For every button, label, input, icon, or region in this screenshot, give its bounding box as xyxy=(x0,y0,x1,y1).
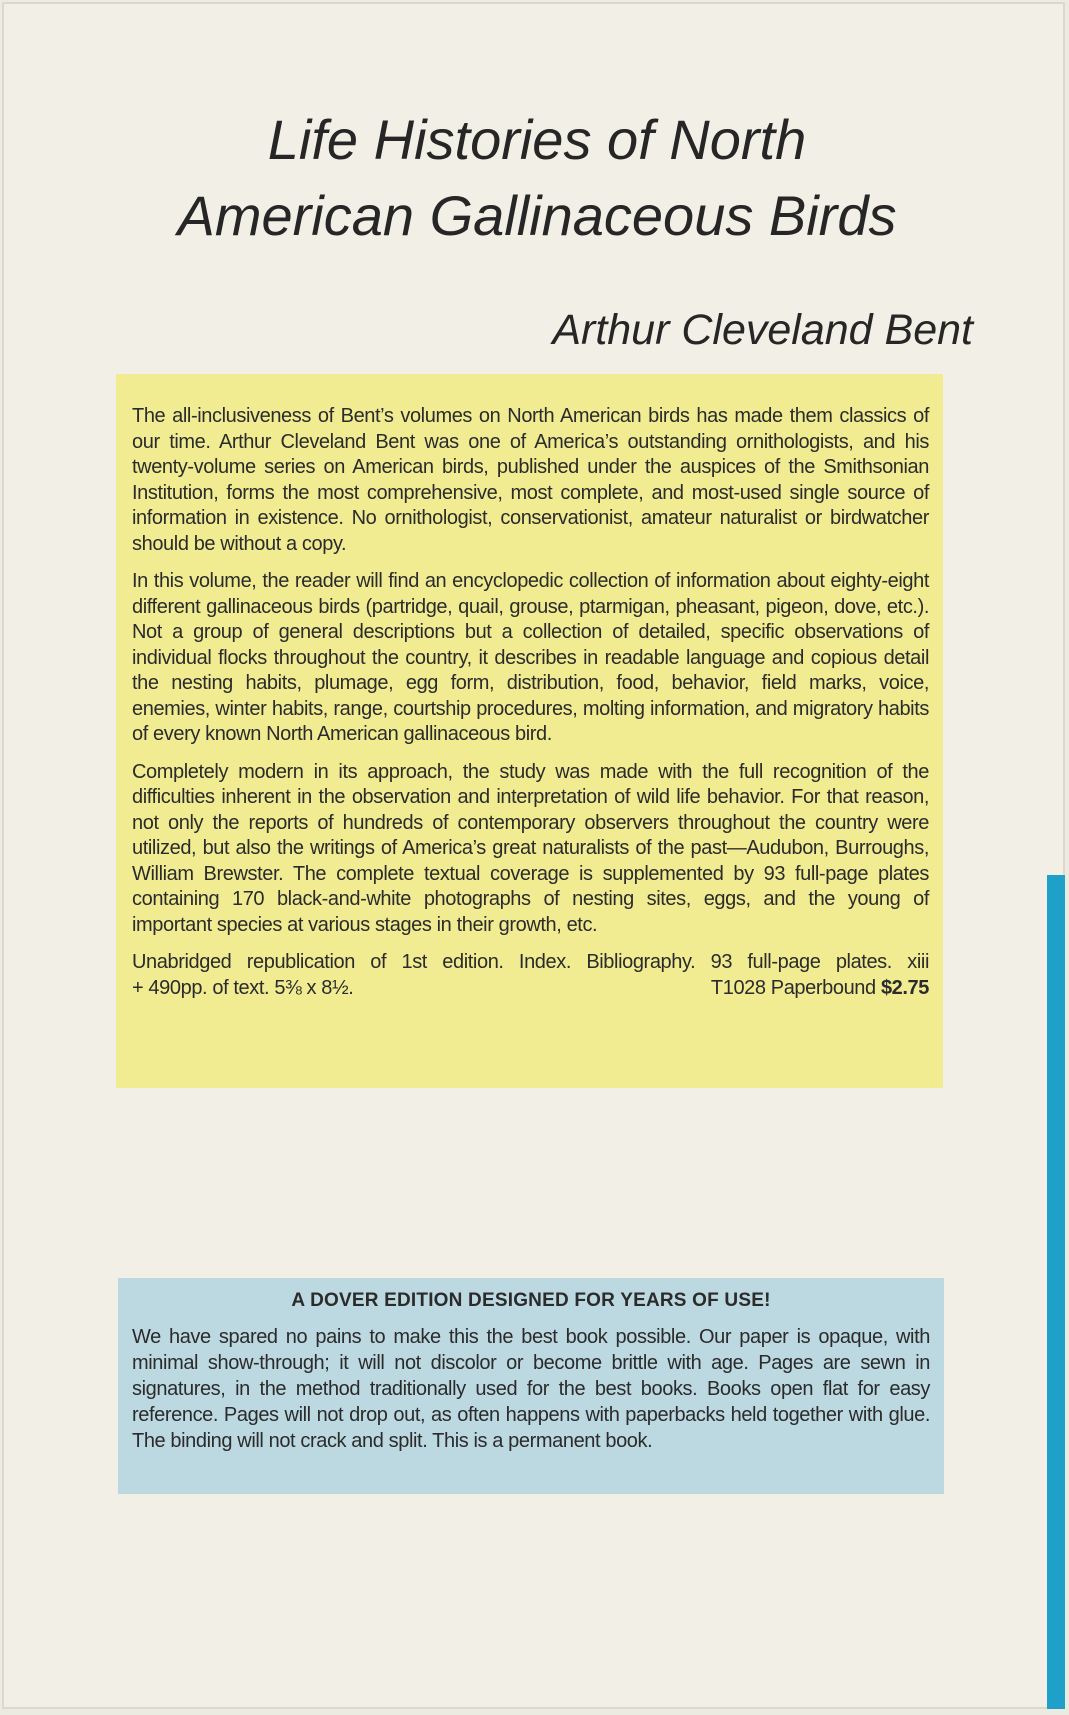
dover-notice-heading: A DOVER EDITION DESIGNED FOR YEARS OF USE! xyxy=(291,1290,771,1311)
book-title-line-1: Life Histories of North xyxy=(267,108,807,171)
bibliographic-info xyxy=(132,950,929,1001)
book-title-line-2: American Gallinaceous Birds xyxy=(177,184,897,247)
catalog-number: T1028 Paperbound xyxy=(710,976,876,999)
description-paragraph: In this volume, the reader will find an encyclopedic collection of information about eighty-eight different gallinaceous birds (partridge, quail, grouse, ptarmigan, pheasant, pigeon, dove, etc.). Not a group of general descriptions but a collection of detailed, specific observations of individual flocks throughout the country, it describes in readable language and copious detail the nesting habits, plumage, egg form, distribution, food, behavior, field marks, voice, enemies, winter habits, range, courtship procedures, molting information, and migratory habits of every known North American gallinaceous bird. xyxy=(132,570,929,745)
description-panel xyxy=(116,374,943,1088)
dover-notice-panel xyxy=(118,1278,944,1494)
page-count-and-size: + 490pp. of text. 5⅜ x 8½. xyxy=(132,976,354,999)
spine-color-strip xyxy=(1047,875,1065,1709)
bibliographic-line-2 xyxy=(132,976,929,1002)
book-back-cover xyxy=(2,2,1065,1709)
book-author: Arthur Cleveland Bent xyxy=(552,306,973,354)
book-title xyxy=(62,102,1012,254)
catalog-and-price xyxy=(711,976,929,1002)
dover-notice-text: We have spared no pains to make this the best book possible. Our paper is opaque, with minimal show-through; it will not discolor or become brittle with age. Pages are sewn in signatures, in the method traditionally used for the best books. Books open flat for easy reference. Pages will not drop out, as often happens with paperbacks held together with glue. The binding will not crack and split. This is a permanent book. xyxy=(132,1326,930,1452)
price: $2.75 xyxy=(880,976,929,999)
description-paragraph: The all-inclusiveness of Bent’s volumes on North American birds has made them classics of our time. Arthur Cleveland Bent was one of America’s outstanding ornithologists, and his twenty-volume series on American birds, published under the auspices of the Smithsonian Institution, forms the most comprehensive, most complete, and most-used single source of information in existence. No ornithologist, conservationist, amateur naturalist or birdwatcher should be without a copy. xyxy=(132,405,929,555)
description-paragraph: Completely modern in its approach, the study was made with the full recognition of the difficulties inherent in the observation and interpretation of wild life behavior. For that reason, not only the reports of hundreds of contemporary observers throughout the country were utilized, but also the writings of America’s great naturalists of the past—Audubon, Burroughs, William Brewster. The complete textual coverage is supplemented by 93 full-page plates containing 170 black-and-white photographs of nesting sites, eggs, and the young of important species at various stages in their growth, etc. xyxy=(132,760,929,936)
bibliographic-line-1: Unabridged republication of 1st edition. Index. Bibliography. 93 full-page plates. xiii xyxy=(132,951,929,973)
